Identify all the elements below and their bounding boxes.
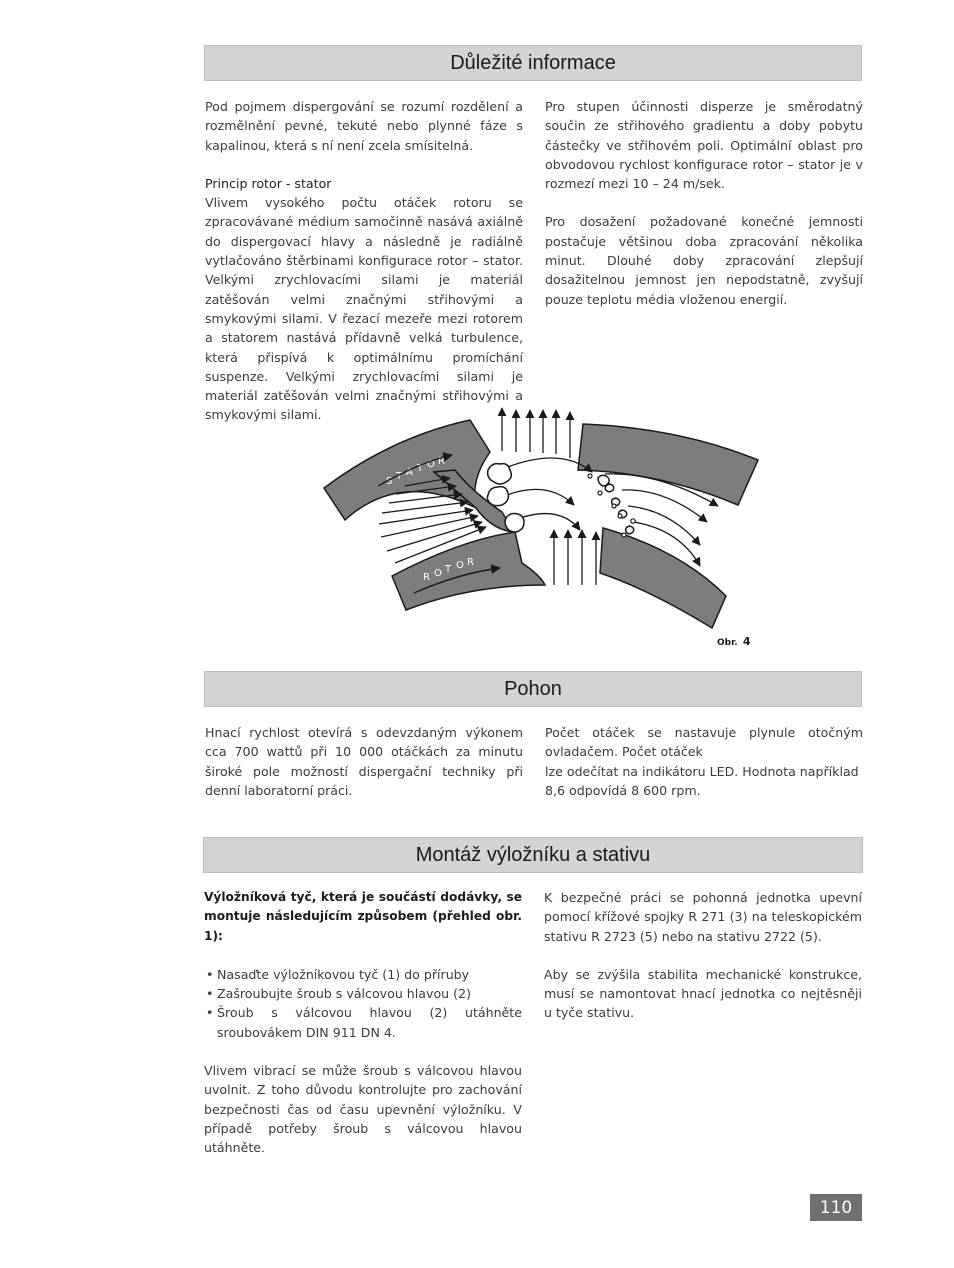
section-title: Důležité informace	[450, 51, 616, 74]
rotor-left-shape	[392, 532, 545, 610]
mounting-steps-list	[204, 965, 522, 1042]
figure-caption-number: 4	[742, 635, 751, 648]
mounting-right-column	[544, 888, 862, 1023]
section-title: Montáž výložníku a stativu	[415, 843, 651, 866]
stator-right-shape	[578, 424, 758, 505]
paragraph: Aby se zvýšila stabilita mechanické konstrukce, musí se namontovat hnací jednotka co nejtěsněji u tyče stativu.	[544, 966, 862, 1021]
paragraph: Hnací rychlost otevírá s odevzdaným výkonem cca 700 wattů při 10 000 otáčkách za minutu široké pole možností dispergační techniky při denní laboratorní práci.	[205, 725, 523, 798]
rotor-letter: R	[467, 557, 477, 568]
stator-letter: S	[386, 476, 396, 487]
section-header-mounting	[203, 837, 863, 873]
rotor-right-shape	[600, 528, 726, 628]
subheading-rotor-stator: Princip rotor - stator	[205, 175, 332, 191]
page-number	[810, 1194, 862, 1221]
stator-letter: T	[396, 471, 406, 482]
paragraph: Pod pojmem dispergování se rozumí rozdělení a rozmělnění pevné, tekuté nebo plynné fáze s kapalinou, která s ní není zcela smísitelná.	[205, 99, 523, 153]
rotor-letter: O	[434, 568, 445, 579]
intro-paragraph: Výložníková tyč, která je součástí dodávky, se montuje následujícím způsobem (přehled obr. 1):	[204, 890, 522, 943]
section-title: Pohon	[504, 677, 562, 700]
stator-letter: R	[438, 456, 448, 467]
paragraph: Vlivem vysokého počtu otáček rotoru se zpracovávané médium samočinně nasává axiálně do dispergovací hlavy a následně je radiálně vytlačováno štěrbinami konfigurace rotor – stator. Velkými zrychlovacími silami je materiál zatěšován velmi značnými střihovými a smykovými silami. V řezací mezeře mezi rotorem a statorem nastává přídavně velká turbulence, která přispívá k optimálnímu promíchání suspenze. Velkými zrychlovacími silami je materiál zatěšován velmi značnými střihovými a smykovými silami.	[205, 195, 523, 423]
outflow-up-arrows	[502, 408, 570, 458]
paragraph: Pro dosažení požadované konečné jemnosti postačuje většinou doba zpracování několika minut. Dlouhé doby zpracování zlepšují dosažitelnou jemnost jen nepodstatně, zvyšují pouze teplotu média vloženou energií.	[545, 214, 863, 307]
rotor-letter: R	[423, 572, 433, 583]
paragraph: K bezpečné práci se pohonná jednotka upevní pomocí křížové spojky R 271 (3) na teleskopickém stativu R 2723 (5) nebo na stativu 2722 (5).	[544, 890, 862, 944]
list-item: • Šroub s válcovou hlavou (2) utáhněte sroubovákem DIN 911 DN 4.	[204, 1003, 522, 1042]
figure-caption	[717, 635, 751, 648]
paragraph: Vlivem vibrací se může šroub s válcovou hlavou uvolnit. Z toho důvodu kontrolujte pro zachování bezpečnosti čas od času upevnění výložníku. V případě potřeby šroub s válcovou hlavou utáhněte.	[204, 1063, 522, 1156]
rotor-letter: O	[456, 560, 467, 571]
drive-left-column	[205, 723, 523, 800]
list-item: • Nasaďte výložníkovou tyč (1) do příruby	[204, 965, 522, 984]
page-number-text: 110	[819, 1197, 853, 1218]
stator-letter: O	[427, 459, 438, 470]
stator-letter: T	[417, 463, 427, 474]
list-item: • Zašroubujte šroub s válcovou hlavou (2)	[204, 984, 522, 1003]
paragraph: Počet otáček se nastavuje plynule otočným ovladačem. Počet otáček	[545, 725, 863, 760]
drive-right-column	[545, 723, 863, 800]
mounting-left-column	[204, 888, 522, 1158]
figure-caption-prefix: Obr.	[717, 638, 738, 648]
paragraph: Pro stupen účinnosti disperze je směrodatný součin ze střihového gradientu a doby pobytu částečky ve střihovém poli. Optimální oblast pro obvodovou rychlost konfigurace rotor – stator je v rozmezí mezi 10 – 24 m/sek.	[545, 99, 863, 192]
rotor-slot-arrows	[554, 530, 596, 585]
paragraph: lze odečítat na indikátoru LED. Hodnota například 8,6 odpovídá 8 600 rpm.	[545, 763, 859, 798]
rotor-letter: T	[445, 564, 455, 575]
section-header-drive	[204, 671, 862, 707]
stator-letter: A	[406, 467, 416, 478]
